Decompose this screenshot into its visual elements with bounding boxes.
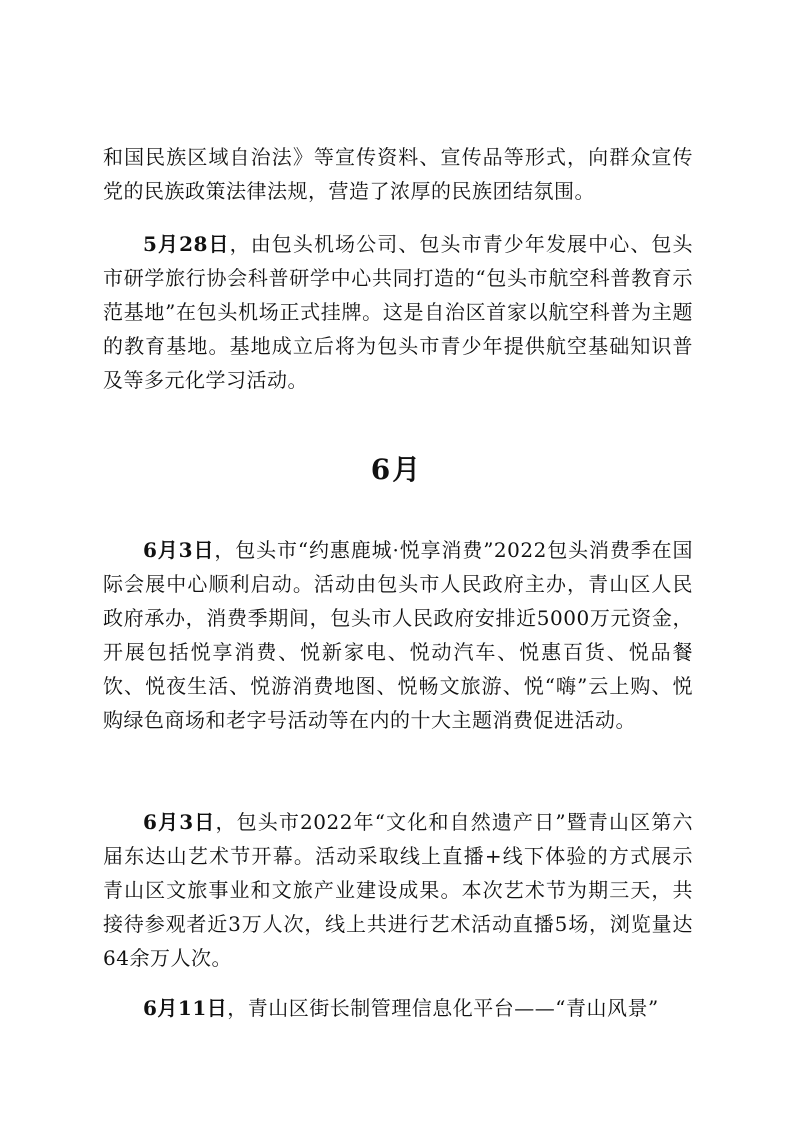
paragraph-text: 和国民族区域自治法》等宣传资料、宣传品等形式，向群众宣传党的民族政策法律法规，营造了浓厚的民族团结氛围。 [103, 145, 693, 203]
paragraph-jun-11 [103, 991, 693, 1025]
paragraph-text: ，包头市“约惠鹿城·悦享消费”2022包头消费季在国际会展中心顺利启动。活动由包头市人民政府主办，青山区人民政府承办，消费季期间，包头市人民政府安排近5000万元资金，开展包括悦享消费、悦新家电、悦动汽车、悦惠百货、悦品餐饮、悦夜生活、悦游消费地图、悦畅文旅游、悦“嗨”云上购、悦购绿色商场和老字号活动等在内的十大主题消费促进活动。 [103, 538, 693, 732]
paragraph-text: ，包头市2022年“文化和自然遗产日”暨青山区第六届东达山艺术节开幕。活动采取线上直播+线下体验的方式展示青山区文旅事业和文旅产业建设成果。本次艺术节为期三天，共接待参观者近3万人次，线上共进行艺术活动直播5场，浏览量达64余万人次。 [103, 810, 693, 970]
paragraph-text: ，由包头机场公司、包头市青少年发展中心、包头市研学旅行协会科普研学中心共同打造的“包头市航空科普教育示范基地”在包头机场正式挂牌。这是自治区首家以航空科普为主题的教育基地。基地成立后将为包头市青少年提供航空基础知识普及等多元化学习活动。 [103, 232, 693, 392]
entry-date: 6月3日 [143, 810, 216, 834]
entry-date: 6月3日 [143, 538, 215, 562]
paragraph-jun-3-heritage [103, 805, 693, 975]
entry-date: 5月28日 [143, 232, 230, 256]
paragraph-continued [103, 140, 693, 208]
paragraph-may-28 [103, 227, 693, 397]
entry-date: 6月11日 [143, 996, 228, 1020]
paragraph-jun-3-consumption [103, 533, 693, 737]
paragraph-text: ，青山区街长制管理信息化平台——“青山风景” [227, 996, 659, 1020]
section-heading-june: 6月 [370, 453, 423, 486]
